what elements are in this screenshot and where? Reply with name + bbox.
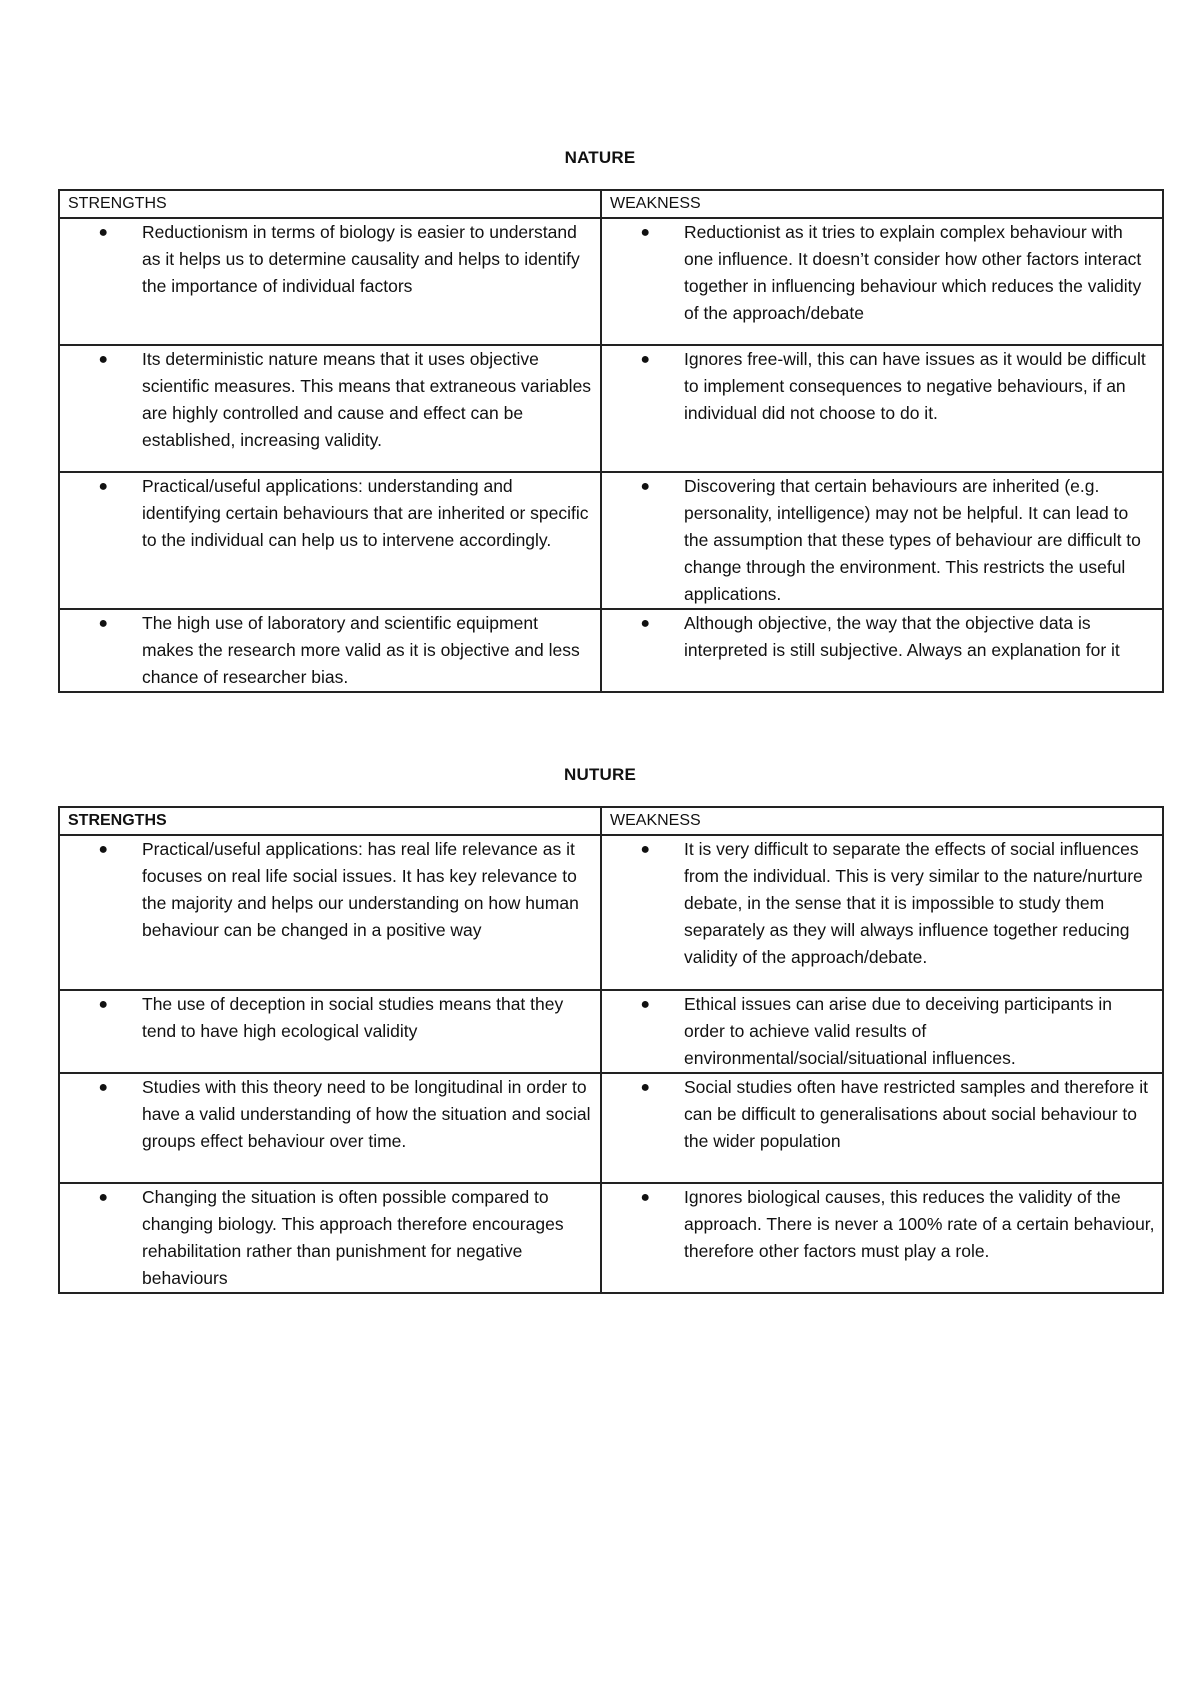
bullet-icon: ● xyxy=(640,615,650,632)
bullet-icon: ● xyxy=(640,1189,650,1206)
table-row xyxy=(59,990,1163,1073)
table-header-row xyxy=(59,190,1163,218)
strength-text: The high use of laboratory and scientific equipment makes the research more valid as it is objective and less chance of researcher bias. xyxy=(142,613,580,687)
table-row xyxy=(59,472,1163,609)
bullet-icon: ● xyxy=(640,841,650,858)
strength-cell xyxy=(59,1183,601,1293)
bullet-icon: ● xyxy=(98,841,108,858)
strength-cell xyxy=(59,609,601,692)
weakness-text: Although objective, the way that the objective data is interpreted is still subjective. Always an explanation for it xyxy=(684,613,1120,660)
bullet-icon: ● xyxy=(98,1189,108,1206)
bullet-icon: ● xyxy=(640,996,650,1013)
table-header-row xyxy=(59,807,1163,835)
bullet-icon: ● xyxy=(98,351,108,368)
table-row xyxy=(59,1073,1163,1183)
strength-text: The use of deception in social studies means that they tend to have high ecological validity xyxy=(142,994,564,1041)
table-row xyxy=(59,345,1163,472)
bullet-icon: ● xyxy=(98,224,108,241)
strength-cell xyxy=(59,1073,601,1183)
bullet-icon: ● xyxy=(640,1079,650,1096)
nature-table xyxy=(58,189,1164,693)
strengths-header: STRENGTHS xyxy=(59,807,601,835)
weakness-text: Discovering that certain behaviours are inherited (e.g. personality, intelligence) may not be helpful. It can lead to the assumption that these types of behaviour are difficult to change through the environment. This restricts the useful applications. xyxy=(684,476,1141,604)
strength-cell xyxy=(59,218,601,345)
weakness-header: WEAKNESS xyxy=(601,807,1163,835)
strength-text: Studies with this theory need to be longitudinal in order to have a valid understanding of how the situation and social groups effect behaviour over time. xyxy=(142,1077,591,1151)
bullet-icon: ● xyxy=(640,478,650,495)
table-row xyxy=(59,1183,1163,1293)
weakness-cell xyxy=(601,609,1163,692)
weakness-cell xyxy=(601,990,1163,1073)
strengths-header: STRENGTHS xyxy=(59,190,601,218)
strength-text: Practical/useful applications: has real life relevance as it focuses on real life social issues. It has key relevance to the majority and helps our understanding on how human behaviour can be changed in a positive way xyxy=(142,839,579,940)
weakness-header: WEAKNESS xyxy=(601,190,1163,218)
nurture-heading: NUTURE xyxy=(563,765,637,784)
weakness-cell xyxy=(601,218,1163,345)
bullet-icon: ● xyxy=(98,615,108,632)
bullet-icon: ● xyxy=(98,478,108,495)
nurture-table xyxy=(58,806,1164,1294)
weakness-text: Social studies often have restricted samples and therefore it can be difficult to generalisations about social behaviour to the wider population xyxy=(684,1077,1148,1151)
table-row xyxy=(59,835,1163,990)
bullet-icon: ● xyxy=(640,224,650,241)
weakness-text: Reductionist as it tries to explain complex behaviour with one influence. It doesn’t consider how other factors interact together in influencing behaviour which reduces the validity of the approach/debate xyxy=(684,222,1142,323)
strength-text: Its deterministic nature means that it uses objective scientific measures. This means that extraneous variables are highly controlled and cause and effect can be established, increasing validity. xyxy=(142,349,592,450)
strength-text: Practical/useful applications: understanding and identifying certain behaviours that are inherited or specific to the individual can help us to intervene accordingly. xyxy=(142,476,589,550)
weakness-cell xyxy=(601,835,1163,990)
weakness-text: Ignores free-will, this can have issues as it would be difficult to implement consequences to negative behaviours, if an individual did not choose to do it. xyxy=(684,349,1146,423)
weakness-cell xyxy=(601,1183,1163,1293)
bullet-icon: ● xyxy=(98,996,108,1013)
strength-cell xyxy=(59,472,601,609)
strength-cell xyxy=(59,345,601,472)
strength-text: Changing the situation is often possible compared to changing biology. This approach therefore encourages rehabilitation rather than punishment for negative behaviours xyxy=(142,1187,564,1288)
weakness-text: Ethical issues can arise due to deceiving participants in order to achieve valid results of environmental/social/situational influences. xyxy=(684,994,1113,1068)
table-row xyxy=(59,218,1163,345)
weakness-text: Ignores biological causes, this reduces the validity of the approach. There is never a 100% rate of a certain behaviour, therefore other factors must play a role. xyxy=(684,1187,1155,1261)
weakness-text: It is very difficult to separate the effects of social influences from the individual. This is very similar to the nature/nurture debate, in the sense that it is impossible to study them separately as they will always influence together reducing validity of the approach/debate. xyxy=(684,839,1143,967)
weakness-cell xyxy=(601,345,1163,472)
weakness-cell xyxy=(601,472,1163,609)
table-row xyxy=(59,609,1163,692)
strength-cell xyxy=(59,835,601,990)
strength-text: Reductionism in terms of biology is easier to understand as it helps us to determine causality and helps to identify the importance of individual factors xyxy=(142,222,580,296)
nature-heading: NATURE xyxy=(564,148,636,167)
bullet-icon: ● xyxy=(640,351,650,368)
strength-cell xyxy=(59,990,601,1073)
bullet-icon: ● xyxy=(98,1079,108,1096)
weakness-cell xyxy=(601,1073,1163,1183)
